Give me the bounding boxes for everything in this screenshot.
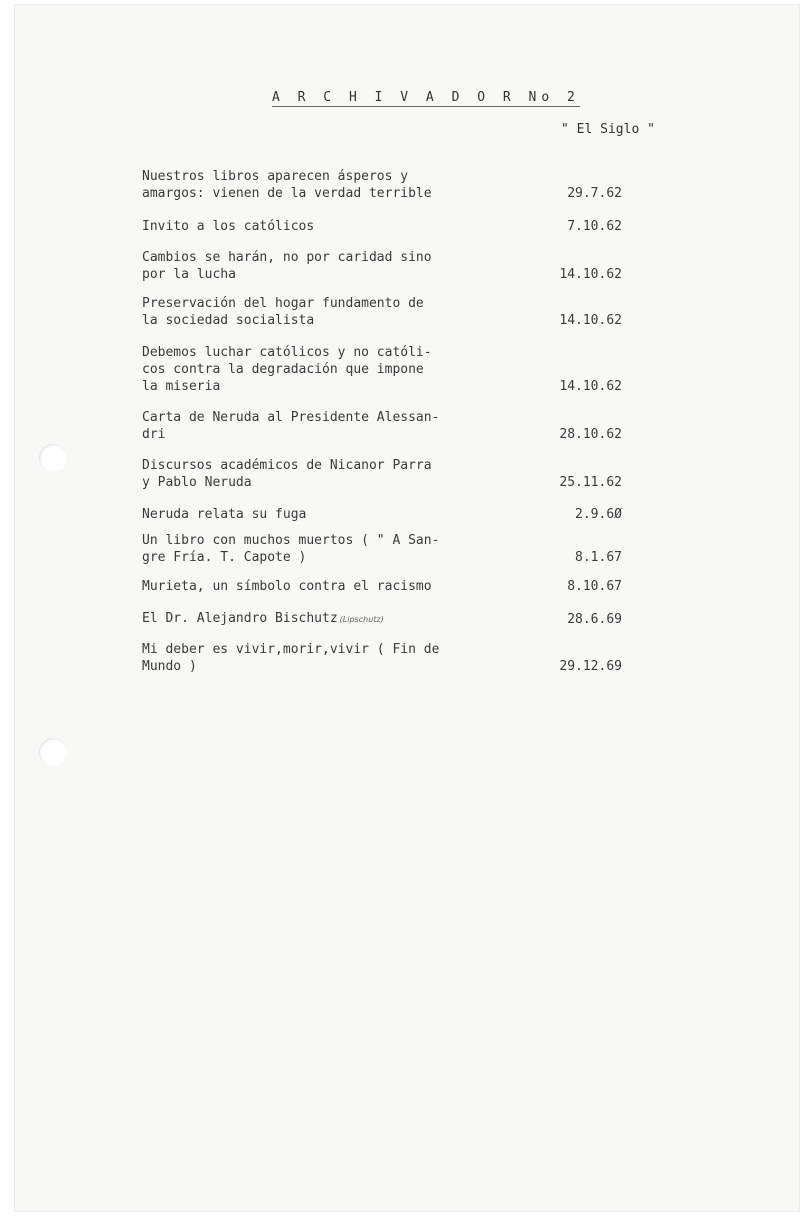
article-title: Invito a los católicos [142,219,315,234]
article-title: Preservación del hogar fundamento de la sociedad socialista [142,296,424,328]
article-date: 28.10.62 [559,427,622,442]
handwritten-annotation: (Lipschutz) [339,615,384,624]
article-date: 14.10.62 [559,267,622,282]
list-item [142,610,622,628]
paper-sheet [14,4,800,1212]
list-item [142,249,622,283]
article-date: 29.7.62 [567,186,622,201]
article-title: El Dr. Alejandro Bischutz [142,611,338,626]
newspaper-name: " El Siglo " [561,122,655,137]
list-item [142,168,622,202]
article-title: Neruda relata su fuga [142,507,307,522]
article-date: 25.11.62 [559,475,622,490]
article-title: Carta de Neruda al Presidente Alessan- dri [142,410,440,442]
article-title: Debemos luchar católicos y no católi- cos contra la degradación que impone la miseria [142,345,432,394]
list-item [142,578,622,595]
article-date: 29.12.69 [559,659,622,674]
list-item [142,532,622,566]
article-title: Mi deber es vivir,morir,vivir ( Fin de Mundo ) [142,642,440,674]
list-item [142,295,622,329]
list-item [142,409,622,443]
article-date: 7.10.62 [567,219,622,234]
list-item [142,344,622,395]
article-date: 14.10.62 [559,379,622,394]
article-title: Discursos académicos de Nicanor Parra y Pablo Neruda [142,458,432,490]
document-title: A R C H I V A D O R No 2 [272,90,580,105]
list-item [142,641,622,675]
article-title-row [142,610,512,628]
article-title: Nuestros libros aparecen ásperos y amargos: vienen de la verdad terrible [142,169,432,201]
list-item [142,457,622,491]
article-date: 2.9.6Ø [575,507,622,522]
punch-hole [39,738,67,766]
list-item [142,506,622,523]
article-date: 8.10.67 [567,579,622,594]
article-title: Un libro con muchos muertos ( " A San- gre Fría. T. Capote ) [142,533,440,565]
article-date: 28.6.69 [567,612,622,627]
article-title: Cambios se harán, no por caridad sino por la lucha [142,250,432,282]
list-item [142,218,622,235]
punch-hole [39,444,67,472]
article-title: Murieta, un símbolo contra el racismo [142,579,432,594]
article-date: 8.1.67 [575,550,622,565]
article-date: 14.10.62 [559,313,622,328]
